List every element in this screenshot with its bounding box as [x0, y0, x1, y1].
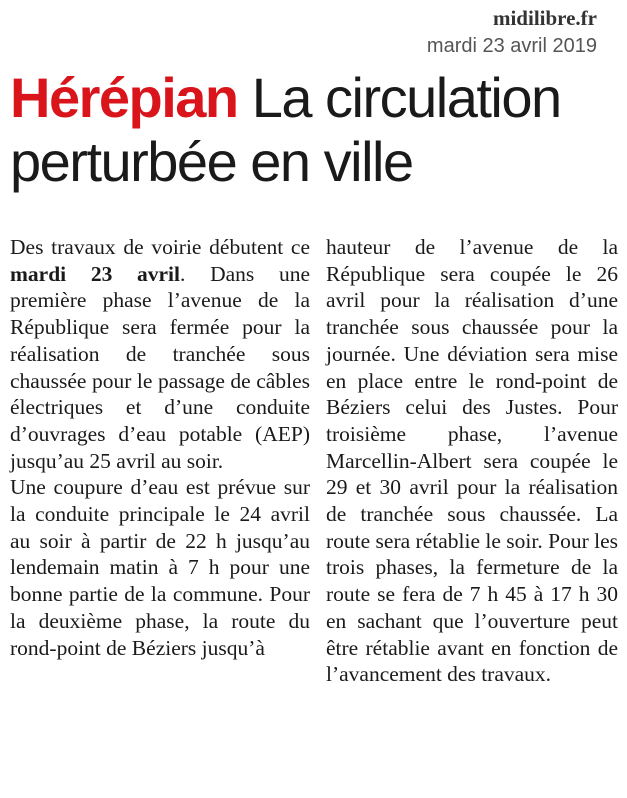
paragraph-1-start: Des travaux de voirie débutent ce	[10, 235, 310, 259]
paragraph-2-continued: hauteur de l’avenue de la République sera coupée le 26 avril pour la réalisation d’une tranchée sous chaussée pour la journée. Une déviation sera mise en place entre le rond-point de Béziers celui des Justes. Pour troisième phase, l’avenue Marcellin-Albert sera coupée le 29 et 30 avril pour la réalisation de tranchée sous chaussée. La route sera rétablie le soir. Pour les trois phases, la fermeture de la route se fera de 7 h 45 à 17 h 30 en sachant que l’ouverture peut être rétablie avant en fonction de l’avancement des travaux.	[326, 235, 618, 687]
paragraph-2: Une coupure d’eau est prévue sur la conduite principale le 24 avril au soir à partir de 22 h jusqu’au lendemain matin à 7 h pour une bonne partie de la commune. Pour la deuxième phase, la route du rond-point de Béziers jusqu’à	[10, 475, 310, 660]
paragraph-1-date: mardi 23 avril	[10, 261, 181, 286]
headline-title: La circulation perturbée en ville	[10, 66, 561, 193]
article-column-left	[10, 234, 310, 661]
paragraph-1	[10, 234, 310, 474]
publication-date: mardi 23 avril 2019	[426, 35, 597, 57]
headline-place: Hérépian	[10, 66, 238, 129]
headline	[10, 66, 610, 194]
article-column-right	[326, 234, 618, 688]
paragraph-1-end: . Dans une première phase l’avenue de la République sera fermée pour la réalisation de tranchée sous chaussée pour le passage de câbles électriques et d’une conduite d’ouvrages d’eau potable (AEP) jusqu’au 25 avril au soir.	[10, 261, 311, 473]
site-name: midilibre.fr	[492, 6, 597, 30]
